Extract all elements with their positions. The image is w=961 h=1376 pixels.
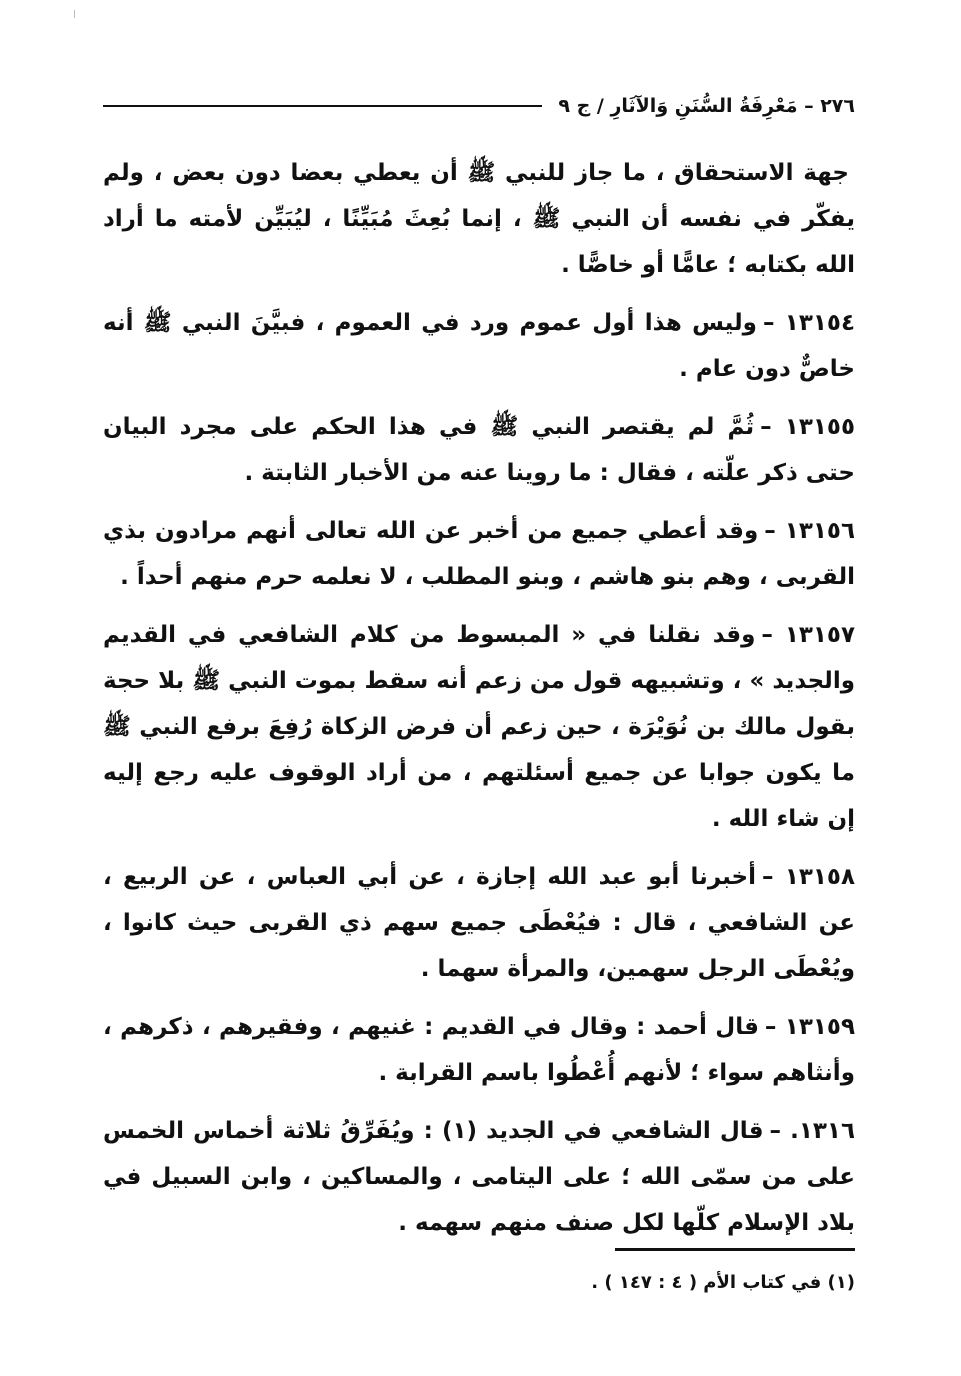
paragraph-number: ١٣١٥٧ – (761, 622, 856, 648)
paragraph (103, 404, 855, 496)
paragraph (103, 300, 855, 392)
paragraph-text: جهة الاستحقاق ، ما جاز للنبي ﷺ أن يعطي بعضا دون بعض ، ولم يفكّر في نفسه أن النبي ﷺ ، إنما بُعِثَ مُبَيِّنًا ، ليُبَيِّن لأمته ما أراد الله بكتابه ؛ عامًّا أو خاصًّا . (103, 160, 855, 278)
paragraph (103, 854, 855, 992)
paragraph (103, 508, 855, 600)
paragraph-number: ١٣١٥٦ – (764, 518, 855, 544)
running-head: ٢٧٦ – مَعْرِفَةُ السُّنَنِ وَالآثَارِ / ج ٩ (558, 95, 855, 117)
scan-mark (74, 10, 75, 18)
paragraph (103, 1108, 855, 1246)
paragraph-text: ثُمَّ لم يقتصر النبي ﷺ في هذا الحكم على مجرد البيان حتى ذكر علّته ، فقال : ما روينا عنه من الأخبار الثابتة . (103, 414, 855, 486)
paragraph-text: وقد أعطي جميع من أخبر عن الله تعالى أنهم مرادون بذي القربى ، وهم بنو هاشم ، وبنو المطلب ، لا نعلمه حرم منهم أحداً . (103, 518, 855, 590)
paragraph (103, 612, 855, 842)
page-header (103, 88, 855, 124)
paragraph (103, 150, 855, 288)
footnote-rule (615, 1248, 855, 1251)
paragraph-number: ١٣١٥٤ – (762, 310, 855, 336)
paragraph-number: ١٣١٦. – (769, 1118, 855, 1144)
paragraph-text: أخبرنا أبو عبد الله إجازة ، عن أبي العباس ، عن الربيع ، عن الشافعي ، قال : فيُعْطَى جميع سهم ذي القربى حيث كانوا ، ويُعْطَى الرجل سهمين، والمرأة سهما . (103, 864, 855, 982)
paragraph (103, 1004, 855, 1096)
footnote: (١) في كتاب الأم ( ٤ : ١٤٧ ) . (591, 1272, 855, 1293)
paragraph-text: وقد نقلنا في « المبسوط من كلام الشافعي في القديم والجديد » ، وتشبيهه قول من زعم أنه سقط بموت النبي ﷺ بلا حجة بقول مالك بن نُوَيْرَة ، حين زعم أن فرض الزكاة رُفِعَ برفع النبي ﷺ ما يكون جوابا عن جميع أسئلتهم ، من أراد الوقوف عليه رجع إليه إن شاء الله . (103, 622, 855, 832)
paragraph-number: ١٣١٥٥ – (760, 414, 855, 440)
header-rule (103, 105, 542, 107)
paragraph-number: ١٣١٥٨ – (761, 864, 856, 890)
body-text (103, 150, 855, 1258)
paragraph-text: قال الشافعي في الجديد (١) : ويُفَرِّقُ ثلاثة أخماس الخمس على من سمّى الله ؛ على اليتامى ، والمساكين ، وابن السبيل في بلاد الإسلام كلّها لكل صنف منهم سهمه . (103, 1118, 855, 1236)
paragraph-number: ١٣١٥٩ – (764, 1014, 855, 1040)
paragraph-text: وليس هذا أول عموم ورد في العموم ، فبيَّنَ النبي ﷺ أنه خاصٌّ دون عام . (103, 310, 855, 382)
paragraph-text: قال أحمد : وقال في القديم : غنيهم ، وفقيرهم ، ذكرهم ، وأنثاهم سواء ؛ لأنهم أُعْطُوا باسم القرابة . (103, 1014, 855, 1086)
